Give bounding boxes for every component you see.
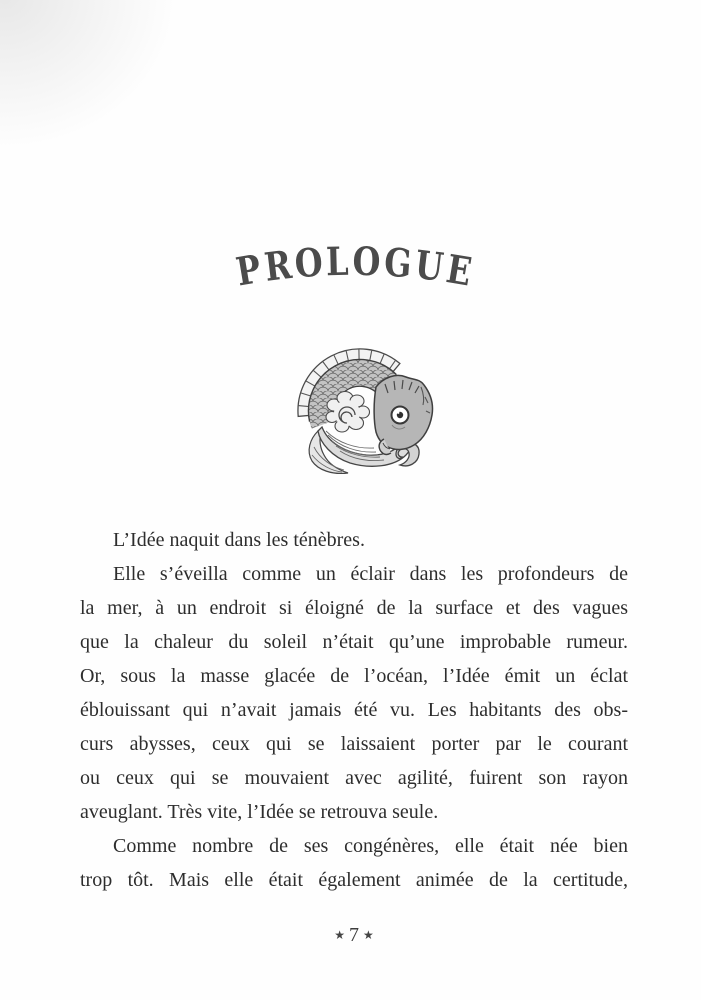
body-line: Or, sous la masse glacée de l’océan, l’Idée émit un éclat — [80, 665, 628, 687]
fish-illustration — [288, 335, 438, 482]
star-icon: ★ — [334, 928, 345, 942]
body-line: éblouissant qui n’avait jamais été vu. Les habitants des obs- — [80, 699, 628, 721]
curled-fish-engraving-icon — [288, 335, 438, 482]
body-line: curs abysses, ceux qui se laissaient porter par le courant — [80, 733, 628, 755]
page-number: 7 — [349, 924, 359, 946]
chapter-title-wrap — [80, 238, 628, 296]
chapter-title: PROLOGUE — [233, 238, 475, 296]
page-footer — [80, 924, 628, 947]
star-icon: ★ — [363, 928, 374, 942]
body-line: trop tôt. Mais elle était également animée de la certitude, — [80, 869, 628, 891]
body-line: que la chaleur du soleil n’était qu’une improbable rumeur. — [80, 631, 628, 653]
body-text — [80, 523, 628, 897]
body-line: Elle s’éveilla comme un éclair dans les profondeurs de — [113, 563, 628, 585]
body-line: aveuglant. Très vite, l’Idée se retrouva seule. — [80, 801, 439, 823]
body-line: la mer, à un endroit si éloigné de la surface et des vagues — [80, 597, 628, 619]
body-line: Comme nombre de ses congénères, elle était née bien — [113, 835, 628, 857]
body-line: ou ceux qui se mouvaient avec agilité, fuirent son rayon — [80, 767, 628, 789]
body-line: L’Idée naquit dans les ténèbres. — [113, 529, 365, 551]
scan-smudge — [0, 0, 200, 170]
